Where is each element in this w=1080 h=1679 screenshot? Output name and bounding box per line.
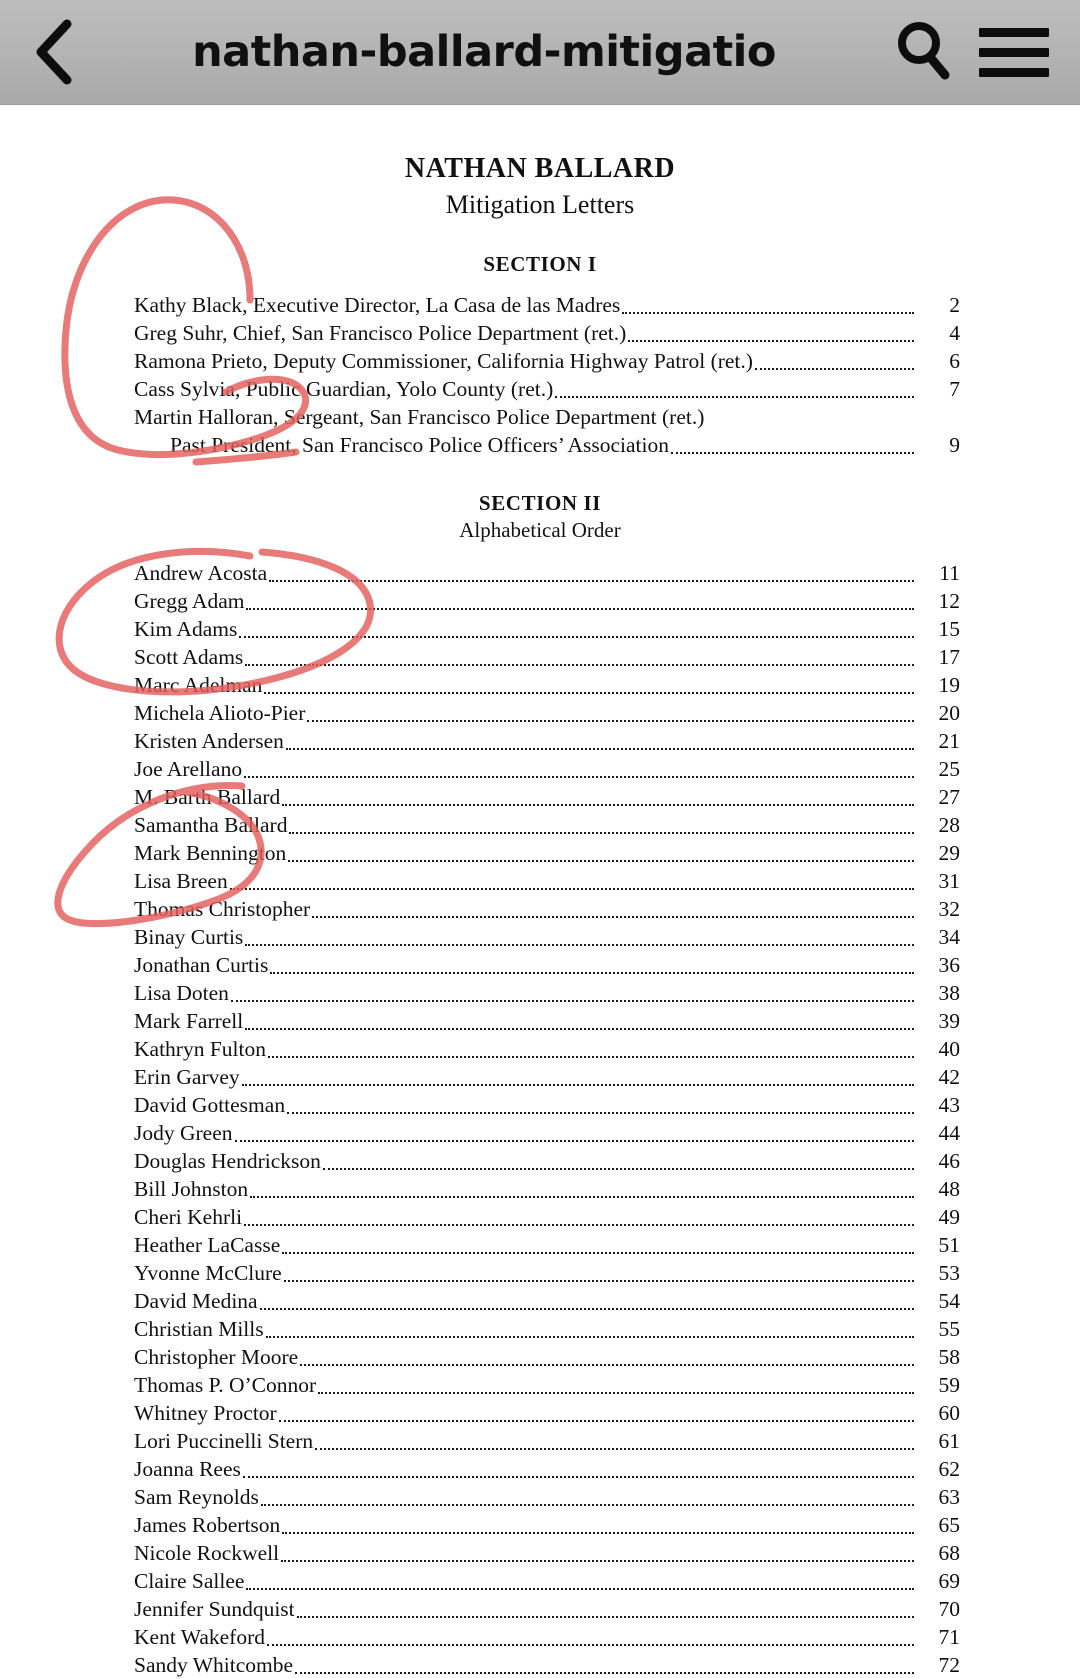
toc-leader [245, 1028, 914, 1030]
toc-entry-page: 60 [938, 1401, 960, 1426]
hamburger-menu-icon [979, 28, 1049, 37]
toc-entry-page: 42 [938, 1065, 960, 1090]
menu-button[interactable] [974, 16, 1054, 88]
toc-entry-label: Erin Garvey [134, 1065, 240, 1090]
toc-leader [318, 1392, 914, 1394]
toc-entry-label: Cass Sylvia, Public Guardian, Yolo County (ret.) [134, 377, 554, 402]
search-icon [891, 17, 957, 88]
toc-entry [134, 727, 960, 755]
toc-entry [134, 979, 960, 1007]
toc-entry-label: David Gottesman [134, 1093, 286, 1118]
toc-leader [289, 832, 914, 834]
toc-entry [134, 1315, 960, 1343]
toc-leader [282, 1252, 914, 1254]
toc-entry-label: Thomas Christopher [134, 897, 311, 922]
toc-leader [244, 776, 914, 778]
toc-entry-page: 38 [938, 981, 960, 1006]
toc-entry-label: Greg Suhr, Chief, San Francisco Police Department (ret.) [134, 321, 627, 346]
toc-entry-page: 46 [938, 1149, 960, 1174]
document-title: NATHAN BALLARD [404, 153, 676, 184]
back-button[interactable] [26, 16, 84, 88]
toc-entry-page: 58 [938, 1345, 960, 1370]
hamburger-menu-icon-bar [979, 68, 1049, 77]
toc-entry-page: 21 [938, 729, 960, 754]
toc-leader [267, 1644, 914, 1646]
toc-leader [268, 1056, 914, 1058]
toc-entry [134, 1035, 960, 1063]
toc-entry-page: 39 [938, 1009, 960, 1034]
toc-entry-label: Marc Adelman [134, 673, 263, 698]
document-page[interactable] [0, 105, 1080, 1678]
toc-leader [260, 1308, 914, 1310]
toc-leader [295, 1672, 914, 1674]
toc-entry [134, 1343, 960, 1371]
toc-entry [134, 1371, 960, 1399]
toc-entry-label: Martin Halloran, Sergeant, San Francisco Police Department (ret.) [134, 405, 705, 430]
toc-leader [266, 1336, 914, 1338]
toc-leader [270, 972, 914, 974]
toc-entry-page: 17 [938, 645, 960, 670]
toc-entry-page: 2 [949, 293, 960, 318]
toc-entry [134, 1119, 960, 1147]
toc-entry-page: 29 [938, 841, 960, 866]
toc-entry [134, 1175, 960, 1203]
toc-entry-page: 32 [938, 897, 960, 922]
toc-entry [134, 403, 960, 431]
toc-leader [300, 1364, 914, 1366]
toc-entry [134, 811, 960, 839]
toc-entry [134, 1063, 960, 1091]
toc-entry [134, 1427, 960, 1455]
page-title: nathan-ballard-mitigatio [192, 27, 776, 77]
toc-leader [282, 804, 914, 806]
toc-entry-page: 69 [938, 1569, 960, 1594]
toc-entry-label: Michela Alioto-Pier [134, 701, 306, 726]
toc-entry-page: 54 [938, 1289, 960, 1314]
toc-entry [134, 431, 960, 459]
toc-entry-page: 61 [938, 1429, 960, 1454]
toc-entry-label: Kathryn Fulton [134, 1037, 266, 1062]
toc-entry-page: 71 [938, 1625, 960, 1650]
toc-entry-page: 44 [938, 1121, 960, 1146]
toc-entry [134, 671, 960, 699]
toc-entry-label: Joe Arellano [134, 757, 243, 782]
toc-entry-page: 19 [938, 673, 960, 698]
toc-entry [134, 1203, 960, 1231]
hamburger-menu-icon-bar [979, 48, 1049, 57]
toc-entry-label: Joanna Rees [134, 1457, 241, 1482]
toc-entry [134, 755, 960, 783]
toc-leader [315, 1448, 914, 1450]
toc-entry-page: 48 [938, 1177, 960, 1202]
toc-entry-label: Christian Mills [134, 1317, 264, 1342]
section-two-toc [120, 559, 960, 1679]
toc-entry [134, 347, 960, 375]
toc-leader [264, 692, 914, 694]
toc-entry-page: 70 [938, 1597, 960, 1622]
toc-entry [134, 1483, 960, 1511]
toc-entry-label: Sam Reynolds [134, 1485, 259, 1510]
toc-entry-label: Past President, San Francisco Police Officers’ Association [170, 433, 669, 458]
toc-entry-label: Jonathan Curtis [134, 953, 269, 978]
toc-entry [134, 1399, 960, 1427]
toc-entry-page: 27 [938, 785, 960, 810]
toc-leader [246, 608, 914, 610]
toc-entry-page: 68 [938, 1541, 960, 1566]
toc-leader [243, 1476, 914, 1478]
toc-entry [134, 783, 960, 811]
toc-entry-page: 49 [938, 1205, 960, 1230]
toc-entry-page: 62 [938, 1457, 960, 1482]
toc-leader [231, 1000, 914, 1002]
toc-entry-label: Mark Farrell [134, 1009, 244, 1034]
toc-leader [282, 1532, 914, 1534]
toc-leader [245, 944, 914, 946]
toc-entry-page: 72 [938, 1653, 960, 1678]
toc-entry [134, 1539, 960, 1567]
toc-entry-page: 9 [949, 433, 960, 458]
toc-entry [134, 291, 960, 319]
toc-entry-page: 43 [938, 1093, 960, 1118]
toc-entry-page: 40 [938, 1037, 960, 1062]
toc-entry-page: 34 [938, 925, 960, 950]
toc-leader [230, 888, 914, 890]
toc-entry-label: Douglas Hendrickson [134, 1149, 321, 1174]
toc-entry [134, 1147, 960, 1175]
toc-entry [134, 923, 960, 951]
toc-entry-label: Mark Bennington [134, 841, 287, 866]
toc-entry-label: Claire Sallee [134, 1569, 245, 1594]
toc-entry-page: 25 [938, 757, 960, 782]
toc-entry [134, 1259, 960, 1287]
toc-entry-label: Kent Wakeford [134, 1625, 266, 1650]
toc-entry-page: 7 [949, 377, 960, 402]
toc-leader [284, 1280, 914, 1282]
toc-entry-label: Lisa Doten [134, 981, 229, 1006]
toc-entry-label: Jody Green [134, 1121, 233, 1146]
toc-entry [134, 839, 960, 867]
toc-entry-label: Jennifer Sundquist [134, 1597, 295, 1622]
toc-entry-label: Binay Curtis [134, 925, 244, 950]
toc-entry-label: Scott Adams [134, 645, 244, 670]
toc-entry [134, 1651, 960, 1679]
toc-entry-page: 11 [939, 561, 960, 586]
toc-entry-label: Lori Puccinelli Stern [134, 1429, 314, 1454]
toc-leader [286, 748, 914, 750]
app-top-bar [0, 0, 1080, 105]
toc-leader [297, 1616, 914, 1618]
toc-entry-label: Lisa Breen [134, 869, 228, 894]
document-subtitle: Mitigation Letters [445, 190, 635, 220]
toc-entry-label: Sandy Whitcombe [134, 1653, 294, 1678]
toc-entry [134, 375, 960, 403]
toc-entry-label: Kim Adams [134, 617, 238, 642]
toc-entry [134, 867, 960, 895]
toc-entry-label: Nicole Rockwell [134, 1541, 280, 1566]
toc-entry-page: 4 [949, 321, 960, 346]
toc-entry [134, 319, 960, 347]
toc-leader [628, 340, 914, 342]
chevron-left-icon [33, 19, 77, 85]
toc-entry [134, 1091, 960, 1119]
toc-entry-label: Cheri Kehrli [134, 1205, 243, 1230]
toc-leader [281, 1560, 914, 1562]
document-content [120, 153, 960, 1679]
toc-entry-label: Christopher Moore [134, 1345, 299, 1370]
toc-entry-page: 6 [949, 349, 960, 374]
toc-leader [671, 452, 914, 454]
toc-entry-page: 59 [938, 1373, 960, 1398]
toc-entry [134, 1455, 960, 1483]
section-two-subheading: Alphabetical Order [459, 518, 621, 543]
toc-leader [279, 1420, 914, 1422]
toc-entry-label: M. Barth Ballard [134, 785, 281, 810]
toc-entry-page: 15 [938, 617, 960, 642]
toc-entry-page: 65 [938, 1513, 960, 1538]
toc-entry [134, 699, 960, 727]
toc-entry-label: Samantha Ballard [134, 813, 288, 838]
toc-leader [312, 916, 914, 918]
toc-entry [134, 1287, 960, 1315]
toc-leader [288, 860, 914, 862]
toc-leader [250, 1196, 914, 1198]
toc-entry [134, 559, 960, 587]
toc-entry [134, 1007, 960, 1035]
section-two-heading: SECTION II [478, 491, 602, 516]
toc-leader [235, 1140, 914, 1142]
section-one-toc [120, 291, 960, 459]
toc-entry-page: 55 [938, 1317, 960, 1342]
toc-entry-page: 31 [938, 869, 960, 894]
toc-leader [555, 396, 914, 398]
toc-entry-label: Whitney Proctor [134, 1401, 277, 1426]
toc-leader [622, 312, 914, 314]
toc-entry-label: Gregg Adam [134, 589, 245, 614]
toc-leader [755, 368, 914, 370]
toc-leader [244, 1224, 914, 1226]
toc-entry [134, 1511, 960, 1539]
toc-leader [287, 1112, 914, 1114]
toc-leader [261, 1504, 914, 1506]
toc-entry-label: Heather LaCasse [134, 1233, 281, 1258]
toc-entry [134, 587, 960, 615]
toc-entry-page: 12 [938, 589, 960, 614]
toc-entry [134, 895, 960, 923]
toc-entry-label: David Medina [134, 1289, 258, 1314]
search-button[interactable] [884, 16, 964, 88]
toc-entry-page: 51 [938, 1233, 960, 1258]
toc-entry [134, 643, 960, 671]
toc-entry [134, 951, 960, 979]
toc-entry-page: 20 [938, 701, 960, 726]
toc-leader [269, 580, 914, 582]
toc-leader [323, 1168, 914, 1170]
toc-leader [245, 664, 914, 666]
toc-entry-label: Kristen Andersen [134, 729, 284, 754]
toc-entry-label: Ramona Prieto, Deputy Commissioner, California Highway Patrol (ret.) [134, 349, 753, 374]
toc-entry-label: Kathy Black, Executive Director, La Casa de las Madres [134, 293, 621, 318]
toc-entry [134, 615, 960, 643]
toc-entry-page: 36 [938, 953, 960, 978]
toc-entry-label: Andrew Acosta [134, 561, 268, 586]
toc-entry-page: 53 [938, 1261, 960, 1286]
toc-entry [134, 1595, 960, 1623]
toc-leader [239, 636, 914, 638]
toc-entry-label: Bill Johnston [134, 1177, 249, 1202]
toc-entry [134, 1231, 960, 1259]
toc-entry-label: Thomas P. O’Connor [134, 1373, 317, 1398]
toc-entry [134, 1623, 960, 1651]
section-one-heading: SECTION I [483, 252, 597, 277]
toc-leader [246, 1588, 914, 1590]
toc-entry [134, 1567, 960, 1595]
toc-entry-label: Yvonne McClure [134, 1261, 282, 1286]
toc-entry-label: James Robertson [134, 1513, 281, 1538]
toc-entry-page: 63 [938, 1485, 960, 1510]
toc-leader [307, 720, 914, 722]
toc-leader [242, 1084, 914, 1086]
toc-entry-page: 28 [938, 813, 960, 838]
